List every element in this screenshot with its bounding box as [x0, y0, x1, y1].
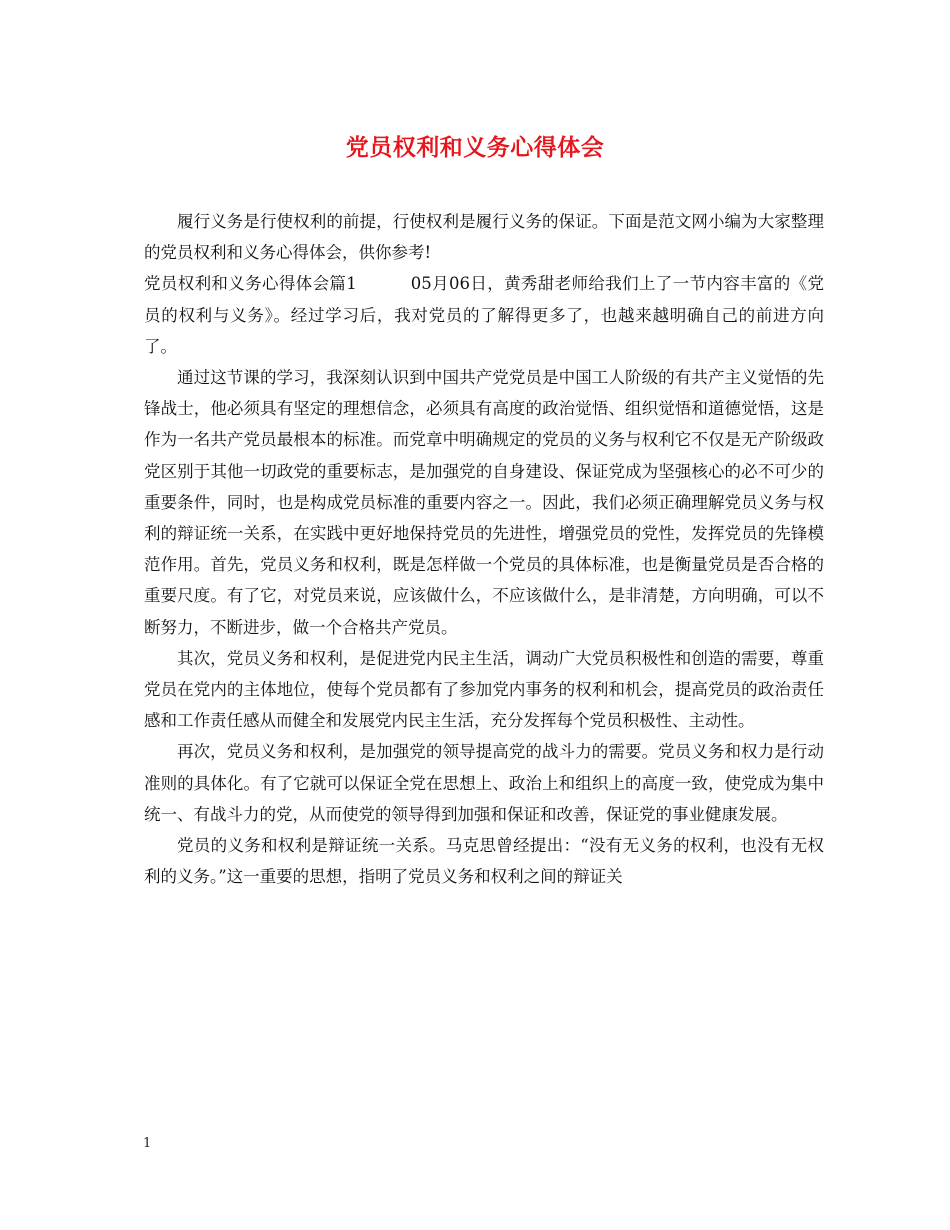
body-paragraph: 其次，党员义务和权利，是促进党内民主生活，调动广大党员积极性和创造的需要，尊重党员在党内的主体地位，使每个党员都有了参加党内事务的权利和机会，提高党员的政治责任感和工作责任感从而健全和发展党内民主生活，充分发挥每个党员积极性、主动性。 — [144, 648, 824, 731]
body-paragraph: 党员的义务和权利是辩证统一关系。马克思曾经提出：“没有无义务的权利，也没有无权利的义务。”这一重要的思想，指明了党员义务和权利之间的辩证关 — [144, 836, 824, 887]
section-first-paragraph — [144, 268, 824, 362]
body-paragraph: 通过这节课的学习，我深刻认识到中国共产党党员是中国工人阶级的有共产主义觉悟的先锋战士，他必须具有坚定的理想信念，必须具有高度的政治觉悟、组织觉悟和道德觉悟，这是作为一名共产党员最根本的标准。而党章中明确规定的党员的义务与权利它不仅是无产阶级政党区别于其他一切政党的重要标志，是加强党的自身建设、保证党成为坚强核心的必不可少的重要条件，同时，也是构成党员标准的重要内容之一。因此，我们必须正确理解党员义务与权利的辩证统一关系，在实践中更好地保持党员的先进性，增强党员的党性，发挥党员的先锋模范作用。首先，党员义务和权利，既是怎样做一个党员的具体标准，也是衡量党员是否合格的重要尺度。有了它，对党员来说，应该做什么，不应该做什么，是非清楚，方向明确，可以不断努力，不断进步，做一个合格共产党员。 — [144, 368, 824, 637]
page-number: 1 — [143, 1136, 152, 1151]
section-heading: 党员权利和义务心得体会篇1 — [144, 274, 357, 294]
intro-paragraph: 履行义务是行使权利的前提，行使权利是履行义务的保证。下面是范文网小编为大家整理的党员权利和义务心得体会，供你参考! — [144, 212, 824, 263]
section-first-paragraph-text: 05月06日，黄秀甜老师给我们上了一节内容丰富的《党员的权利与义务》。经过学习后，我对党员的了解得更多了，也越来越明确自己的前进方向了。 — [144, 274, 825, 356]
document-title: 党员权利和义务心得体会 — [345, 134, 605, 161]
body-paragraph: 再次，党员义务和权利，是加强党的领导提高党的战斗力的需要。党员义务和权力是行动准则的具体化。有了它就可以保证全党在思想上、政治上和组织上的高度一致，使党成为集中统一、有战斗力的党，从而使党的领导得到加强和保证和改善，保证党的事业健康发展。 — [144, 742, 824, 824]
document-body — [144, 206, 824, 892]
